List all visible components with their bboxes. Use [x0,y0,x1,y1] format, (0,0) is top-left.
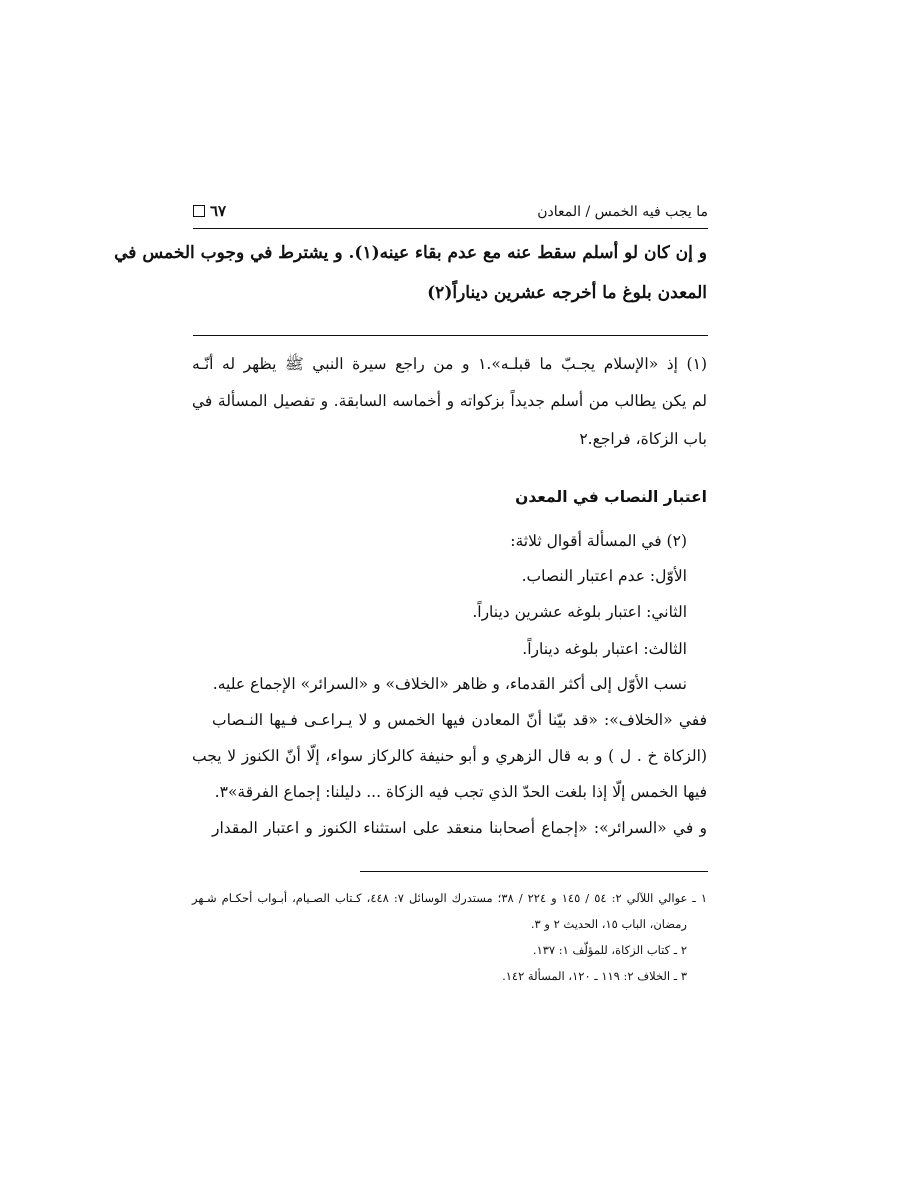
footnote: ١ ـ عوالي اللآلي ٢: ٥٤ / ١٤٥ و ٢٢٤ / ٣٨؛ مستدرك الوسائل ٧: ٤٤٨، كـتاب الصـيام، أبـواب أحكـام شـهر [192,891,708,905]
main-text-divider [193,335,708,336]
page-number-text: ٦٧ [210,202,227,220]
commentary-line: (٢) في المسألة أقوال ثلاثة: [510,532,687,550]
commentary-line: الأوّل: عدم اعتبار النصاب. [521,567,687,585]
section-title: اعتبار النصاب في المعدن [515,488,707,506]
commentary-line: نسب الأوّل إلى أكثر القدماء، و ظاهر «الخلاف» و «السرائر» الإجماع عليه. [212,675,687,693]
commentary-line: الثالث: اعتبار بلوغه ديناراً. [522,640,687,658]
commentary-line: (الزكاة خ . ل ) و به قال الزهري و أبو حنيفة كالركاز سواء، إلّا أنّ الكنوز لا يجب [192,747,707,765]
page-number [193,202,226,220]
commentary-line: لم يكن يطالب من أسلم جديداً بزكواته و أخماسه السابقة. و تفصيل المسألة في [192,392,707,410]
footnote: رمضان، الباب ١٥، الحديث ٢ و ٣. [530,917,687,931]
running-header-title: ما يجب فيه الخمس / المعادن [537,204,708,220]
main-text-line: و إن كان لو أسلم سقط عنه مع عدم بقاء عينه(١). و يشترط في وجوب الخمس في [114,243,707,263]
commentary-line: فيها الخمس إلّا إذا بلغت الحدّ الذي تجب فيه الزكاة ... دليلنا: إجماع الفرقة»٣. [214,783,707,801]
commentary-line: و في «السرائر»: «إجماع أصحابنا منعقد على استثناء الكنوز و اعتبار المقدار [212,819,707,837]
footnote: ٣ ـ الخلاف ٢: ١١٩ ـ ١٢٠، المسألة ١٤٢. [502,969,687,983]
square-bullet-icon [193,205,205,217]
commentary-line: الثاني: اعتبار بلوغه عشرين ديناراً. [472,603,687,621]
footnotes-divider [360,871,708,872]
main-text-line: المعدن بلوغ ما أخرجه عشرين ديناراً(٢) [427,283,707,303]
commentary-line: ففي «الخلاف»: «قد بيّنا أنّ المعادن فيها الخمس و لا يـراعـى فـيها النـصاب [212,711,707,729]
commentary-line: باب الزكاة، فراجع.٢ [579,430,707,448]
footnote: ٢ ـ كتاب الزكاة، للمؤلّف ١: ١٣٧. [532,943,687,957]
running-header [193,202,708,229]
commentary-line: (١) إذ «الإسلام يجـبّ ما قبلـه».١ و من راجع سيرة النبي ﷺ يظهر له أنّـه [192,355,707,373]
